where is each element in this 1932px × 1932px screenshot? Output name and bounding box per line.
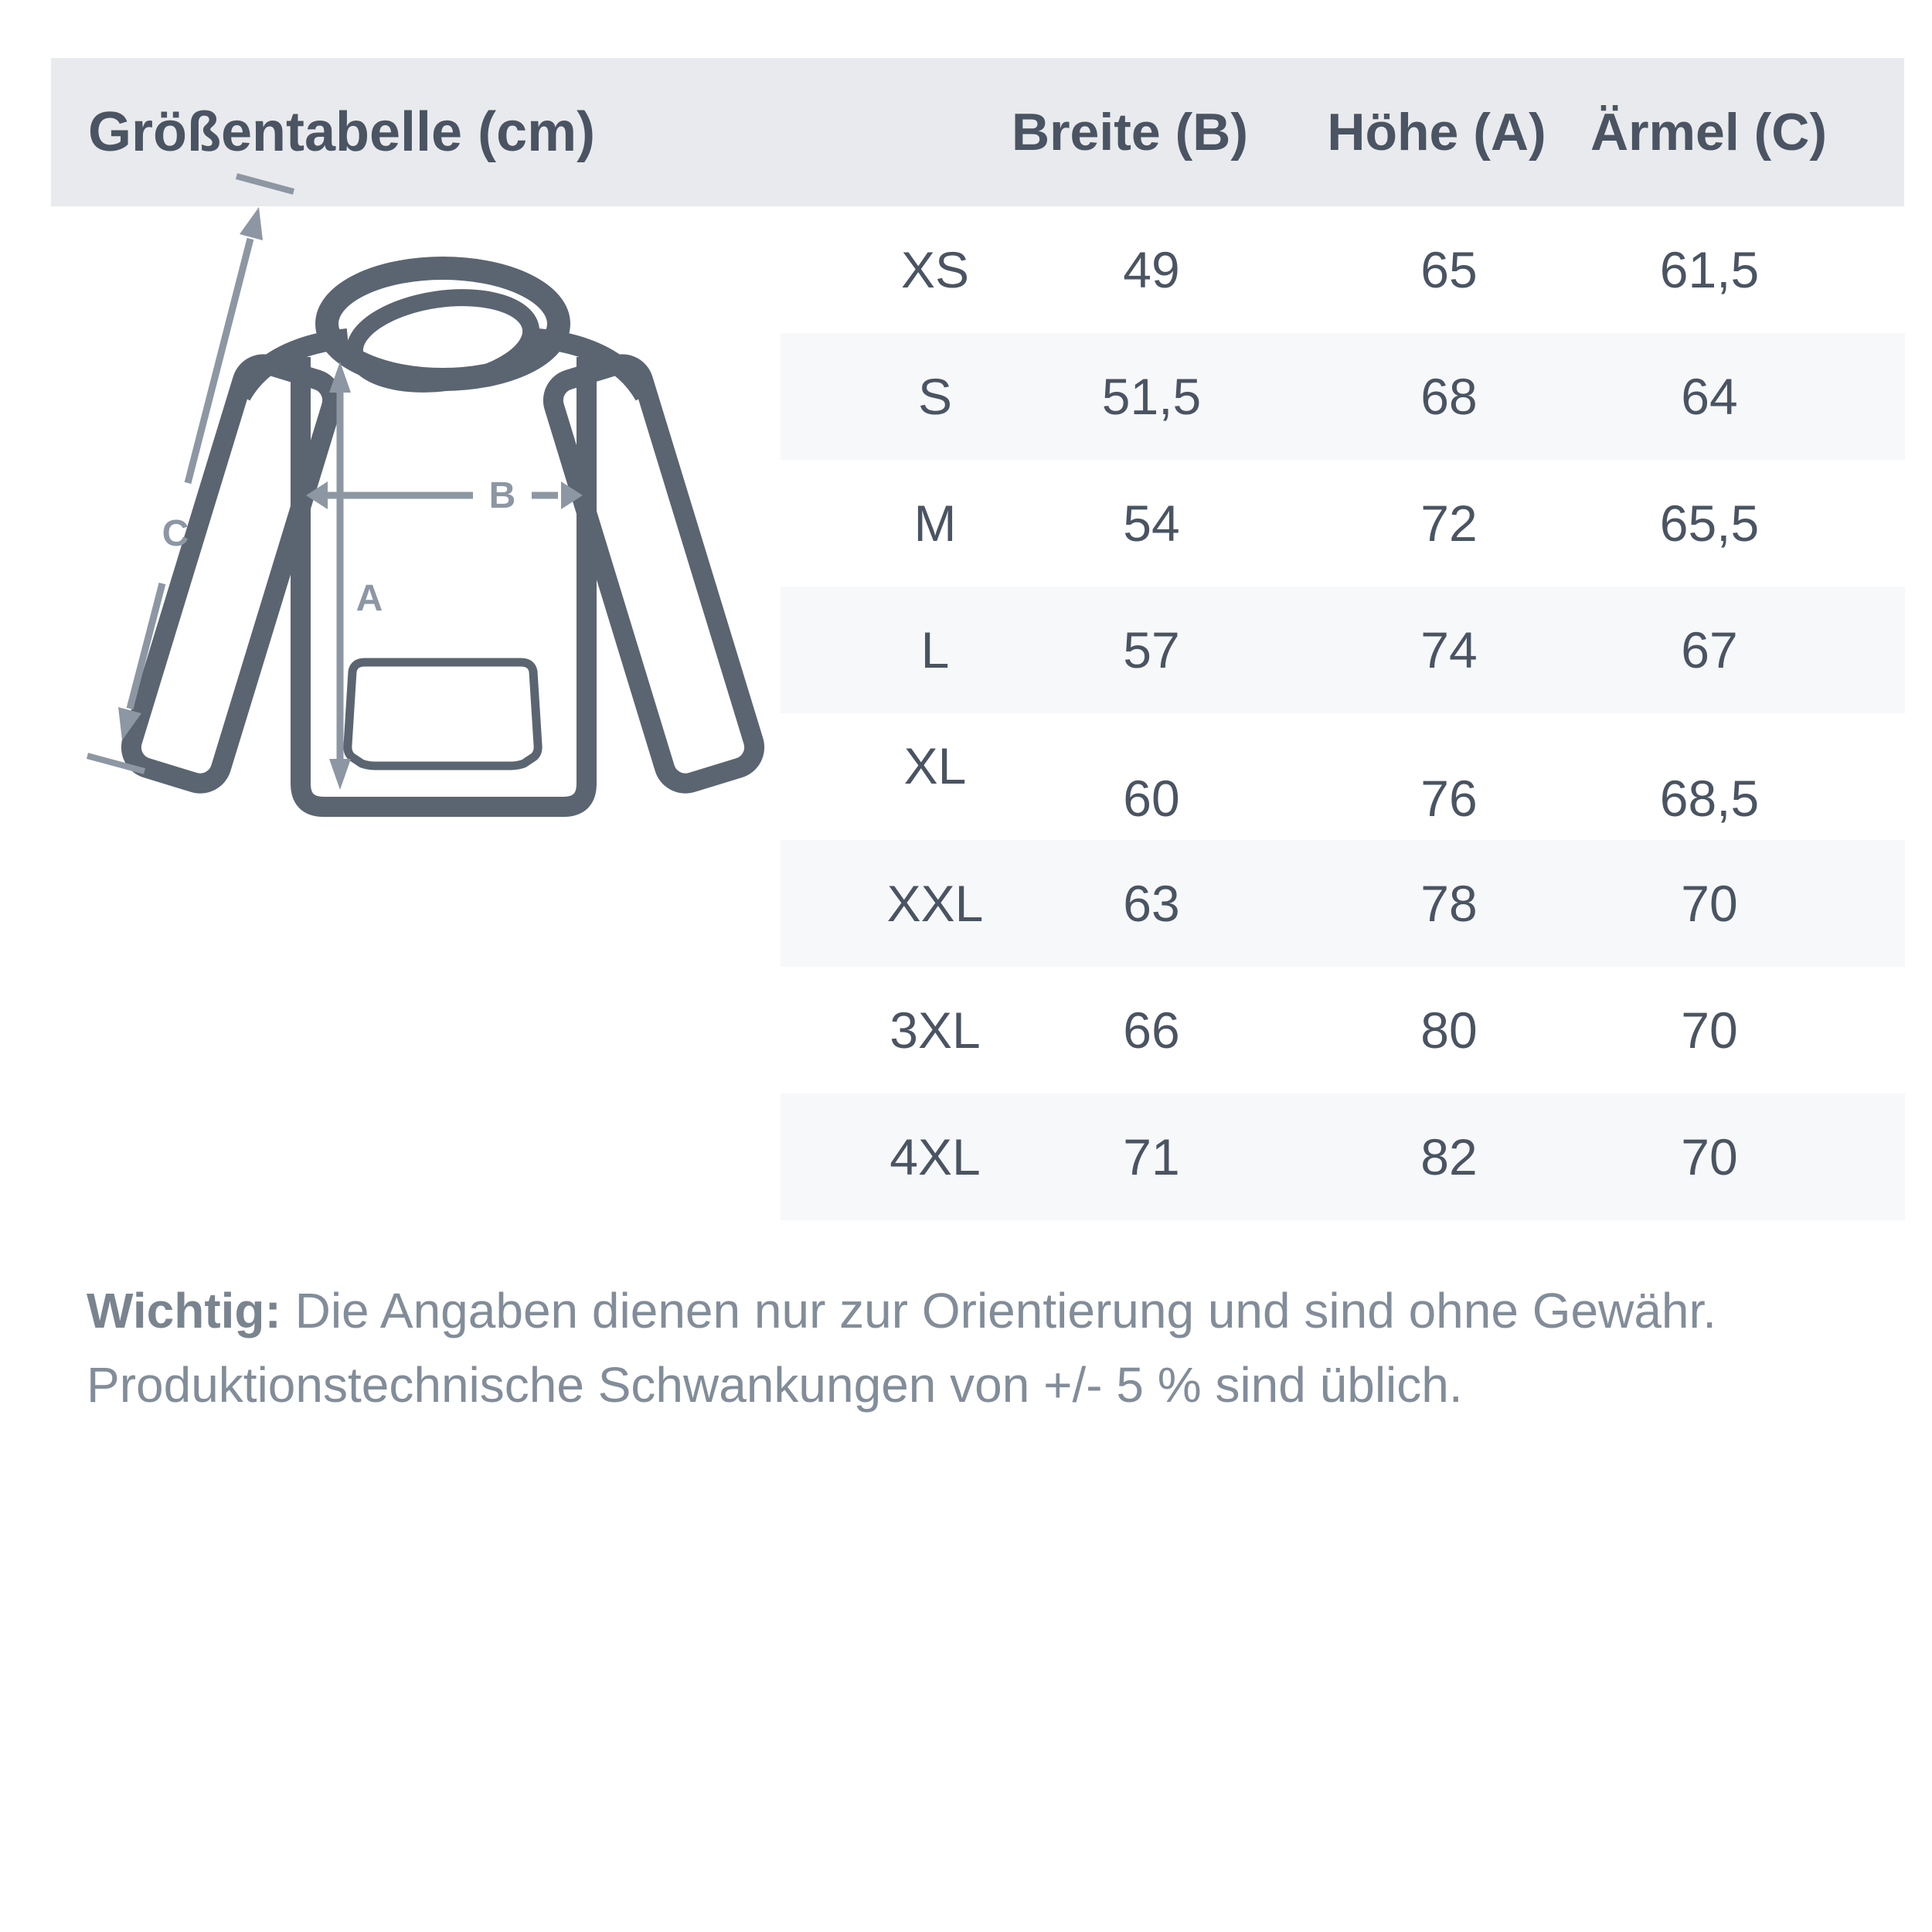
column-header-breite: Breite (B) [1011, 103, 1249, 162]
table-row [781, 333, 1905, 460]
height-arrow-A [329, 362, 383, 790]
aermel-value: 64 [1681, 368, 1738, 425]
width-arrow-B [306, 475, 583, 516]
hoehe-value: 68 [1420, 368, 1478, 425]
aermel-value: 68,5 [1659, 770, 1760, 827]
hoehe-value: 76 [1420, 770, 1478, 827]
size-label: 3XL [889, 1002, 981, 1059]
hoodie-sleeves [126, 359, 760, 788]
table-row [781, 460, 1905, 587]
breite-value: 49 [1123, 241, 1180, 298]
footnote-line1-text: Die Angaben dienen nur zur Orientierung und sind ohne Gewähr. [294, 1283, 1717, 1338]
aermel-value: 61,5 [1659, 241, 1760, 298]
breite-value: 60 [1123, 770, 1180, 827]
width-label: B [488, 475, 516, 516]
table-row [781, 206, 1905, 333]
sleeve-arrow-C [87, 176, 294, 771]
column-header-hoehe: Höhe (A) [1327, 103, 1546, 162]
height-label: A [355, 578, 383, 619]
hoehe-value: 65 [1420, 241, 1478, 298]
aermel-value: 70 [1681, 1002, 1738, 1059]
footnote-line2: Produktionstechnische Schwankungen von +/- 5 % sind üblich. [87, 1357, 1463, 1413]
hoodie-measurement-diagram [46, 155, 804, 850]
footnote-bold: Wichtig: [87, 1283, 281, 1338]
breite-value: 66 [1123, 1002, 1180, 1059]
hoehe-value: 80 [1420, 1002, 1478, 1059]
table-row [781, 967, 1905, 1094]
hoodie-diagram-svg [46, 155, 804, 850]
footnote-line1 [87, 1274, 1833, 1348]
size-label: XXL [886, 875, 984, 932]
size-label: XS [900, 241, 970, 298]
aermel-value: 65,5 [1659, 495, 1760, 552]
aermel-value: 67 [1681, 621, 1738, 679]
hoodie-hood [327, 268, 559, 394]
aermel-value: 70 [1681, 875, 1738, 932]
breite-value: 51,5 [1101, 368, 1202, 425]
hoehe-value: 78 [1420, 875, 1478, 932]
table-row [781, 713, 1905, 840]
hoehe-value: 72 [1420, 495, 1478, 552]
page-title: Größentabelle (cm) [88, 101, 596, 163]
breite-value: 54 [1123, 495, 1180, 552]
size-label: L [920, 621, 950, 679]
breite-value: 57 [1123, 621, 1180, 679]
hoehe-value: 82 [1420, 1128, 1478, 1185]
size-label: 4XL [889, 1128, 981, 1185]
breite-value: 63 [1123, 875, 1180, 932]
size-label: XL [903, 737, 967, 794]
size-table [781, 206, 1905, 1220]
breite-value: 71 [1123, 1128, 1180, 1185]
hoodie-pocket [348, 662, 538, 766]
sleeve-label: C [162, 513, 189, 554]
column-header-aermel: Ärmel (C) [1590, 103, 1828, 162]
aermel-value: 70 [1681, 1128, 1738, 1185]
hoehe-value: 74 [1420, 621, 1478, 679]
size-label: S [917, 368, 953, 425]
footnote [87, 1274, 1833, 1422]
table-row [781, 587, 1905, 713]
table-row [781, 840, 1905, 967]
table-row [781, 1094, 1905, 1220]
size-label: M [913, 495, 957, 552]
